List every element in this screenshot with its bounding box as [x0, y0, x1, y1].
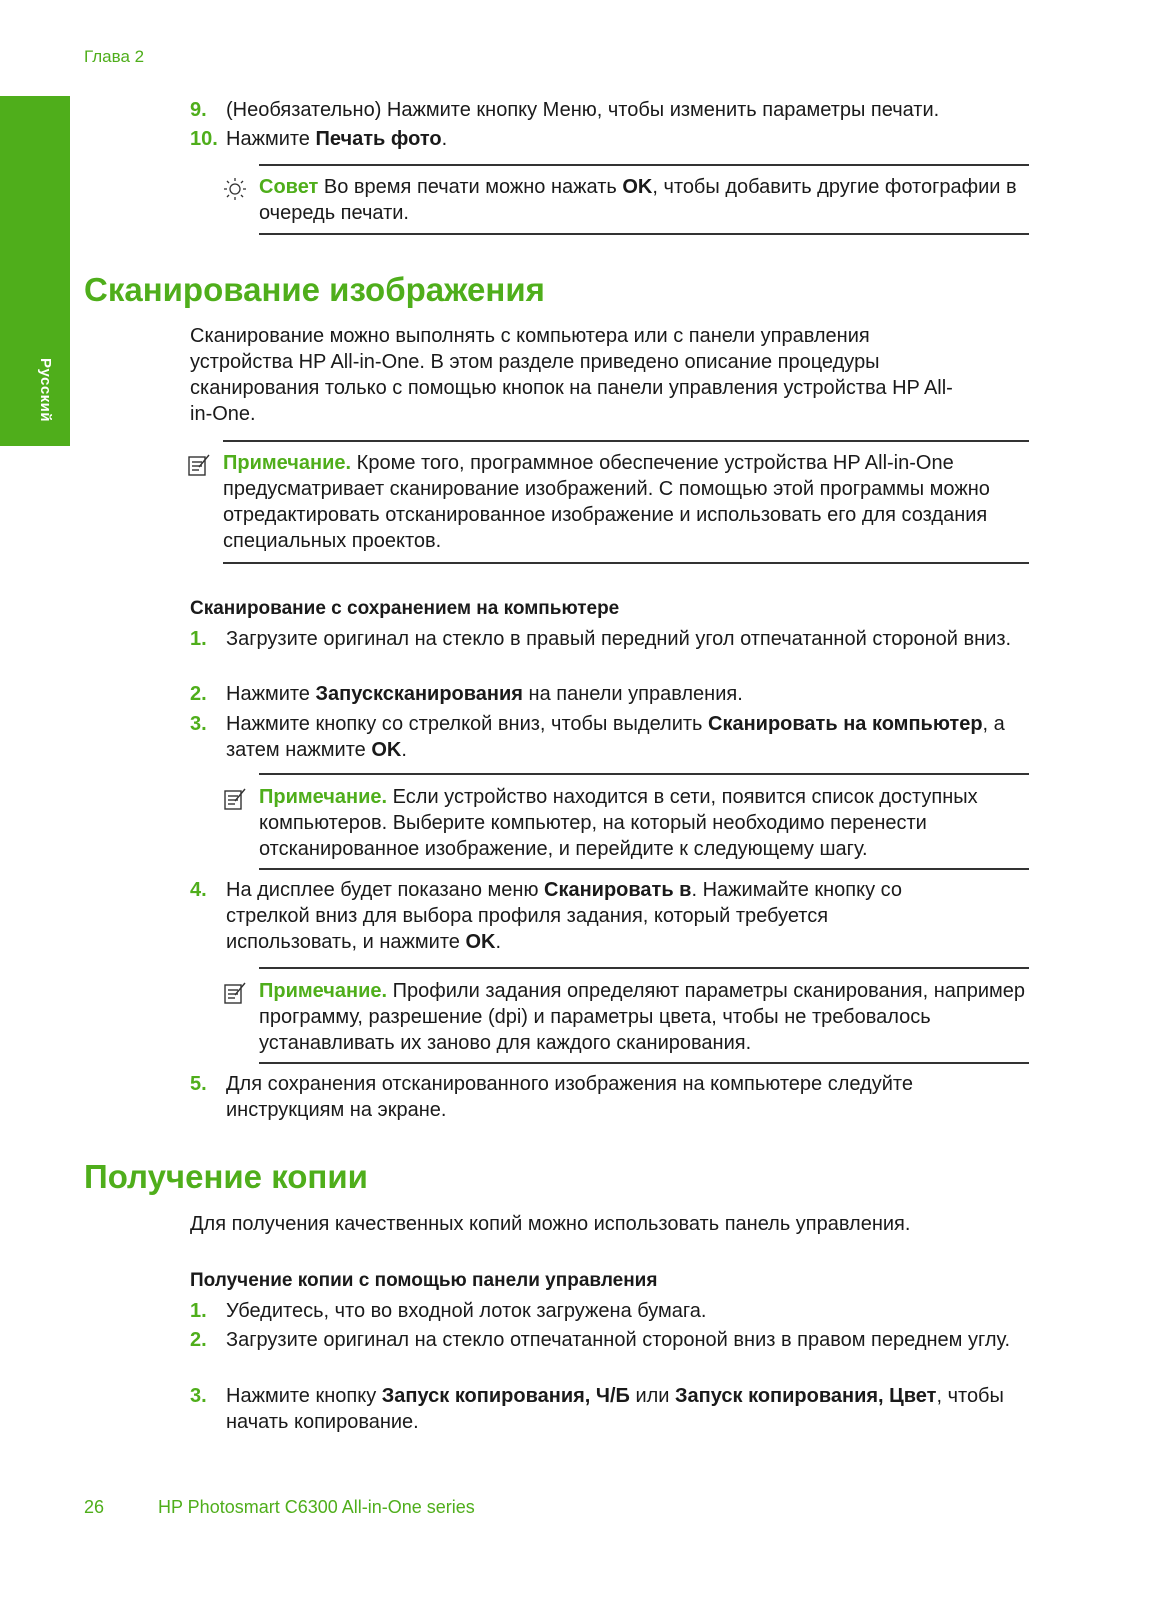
step-text: Нажмите кнопку [226, 1385, 382, 1407]
product-name: HP Photosmart C6300 All-in-One series [158, 1497, 475, 1517]
note-icon [187, 453, 211, 477]
step-number: 1. [190, 628, 207, 650]
chapter-header: Глава 2 [84, 47, 145, 66]
note-text: Если устройство находится в сети, появится список доступных компьютеров. Выберите компьютер, на который необходимо перенести отсканированное изображение, и перейдите к следующему шагу. [259, 786, 978, 860]
divider [259, 773, 1029, 775]
step-bold-text: OK [371, 739, 402, 761]
tip-box [223, 174, 1029, 226]
list-item [190, 626, 1050, 652]
divider [259, 868, 1029, 870]
step-bold-text: Печать фото [315, 128, 442, 150]
step-text: , чтобы начать копирование. [226, 1385, 1004, 1433]
divider [259, 164, 1029, 166]
section-title: Получение копии [84, 1158, 368, 1195]
divider [259, 967, 1029, 969]
step-text: Убедитесь, что во входной лоток загружена бумага. [226, 1300, 707, 1322]
note-box [187, 450, 1029, 554]
step-text: Для сохранения отсканированного изображения на компьютере следуйте инструкциям на экране. [226, 1073, 913, 1121]
step-bold-text: Сканировать на компьютер [708, 713, 983, 735]
tip-label: Совет [259, 176, 319, 198]
note-icon [223, 787, 247, 811]
step-text: или [629, 1385, 676, 1407]
list-item [190, 877, 1050, 955]
note-text: Профили задания определяют параметры сканирования, например программу, разрешение (dpi) и параметры цвета, чтобы не требовалось устанавливать их заново для каждого сканирования. [259, 980, 1026, 1054]
note-label: Примечание. [259, 980, 388, 1002]
note-label: Примечание. [259, 786, 388, 808]
step-bold-text: OK [465, 931, 496, 953]
step-text: . [495, 931, 501, 953]
step-number: 5. [190, 1073, 207, 1095]
section-intro: Для получения качественных копий можно использовать панель управления. [190, 1213, 911, 1235]
step-text: . [441, 128, 448, 150]
page-footer [84, 1494, 475, 1520]
step-text: . Нажимайте кнопку со стрелкой вниз для выбора профиля задания, который требуется использовать, и нажмите [226, 879, 903, 953]
note-box [223, 978, 1029, 1056]
step-text: Нажмите кнопку со стрелкой вниз, чтобы выделить [226, 713, 709, 735]
step-number: 10. [190, 128, 218, 150]
tip-bold: OK [622, 176, 653, 198]
step-text: Нажмите [226, 128, 316, 150]
note-label: Примечание. [223, 452, 352, 474]
subsection-title: Получение копии с помощью панели управления [190, 1270, 658, 1291]
section-title: Сканирование изображения [84, 271, 545, 308]
step-number: 3. [190, 713, 207, 735]
step-text: (Необязательно) Нажмите кнопку Меню, чтобы изменить параметры печати. [226, 99, 940, 121]
step-number: 4. [190, 879, 207, 901]
divider [259, 1062, 1029, 1064]
list-item [190, 126, 1050, 152]
step-text: Загрузите оригинал на стекло в правый передний угол отпечатанной стороной вниз. [226, 628, 1012, 650]
list-item [190, 1298, 1050, 1324]
side-tab-label: Русский [37, 358, 54, 423]
step-number: 9. [190, 99, 207, 121]
step-number: 2. [190, 1329, 207, 1351]
step-text: на панели управления. [522, 683, 743, 705]
list-item [190, 711, 1050, 763]
page-number: 26 [84, 1497, 105, 1517]
step-bold-text: Запуск копирования, Цвет [675, 1385, 937, 1407]
step-number: 1. [190, 1300, 207, 1322]
list-item [190, 1383, 1050, 1435]
list-item [190, 97, 1050, 123]
step-bold-text: Запуск копирования, Ч/Б [381, 1385, 630, 1407]
language-side-tab [0, 96, 70, 446]
step-text: . [401, 739, 407, 761]
note-text: Кроме того, программное обеспечение устройства HP All-in-One предусматривает сканирование изображений. С помощью этой программы можно отредактировать отсканированное изображение и использовать его для создания специальных проектов. [223, 452, 990, 552]
note-box [223, 784, 1029, 862]
tip-text: , чтобы добавить другие фотографии в очередь печати. [259, 176, 1017, 224]
step-text: Загрузите оригинал на стекло отпечатанной стороной вниз в правом переднем углу. [226, 1329, 1011, 1351]
step-text: Нажмите [226, 683, 316, 705]
step-text: , а затем нажмите [226, 713, 1005, 761]
subsection-title: Сканирование с сохранением на компьютере [190, 598, 620, 619]
divider [259, 233, 1029, 235]
section-intro: Сканирование можно выполнять с компьютера или с панели управления устройства HP All-in-One. В этом разделе приведено описание процедуры сканирования только с помощью кнопок на панели управления устройства HP All-in-One. [190, 325, 953, 425]
tip-text: Во время печати можно нажать [318, 176, 623, 198]
step-bold-text: Запусксканирования [315, 683, 523, 705]
step-bold-text: Сканировать в [544, 879, 692, 901]
divider [223, 440, 1029, 442]
note-icon [223, 981, 247, 1005]
step-text: На дисплее будет показано меню [226, 879, 544, 901]
list-item [190, 681, 1050, 707]
list-item [190, 1071, 1050, 1123]
step-number: 3. [190, 1385, 207, 1407]
divider [223, 562, 1029, 564]
list-item [190, 1327, 1050, 1353]
lightbulb-icon [223, 177, 247, 201]
step-number: 2. [190, 683, 207, 705]
